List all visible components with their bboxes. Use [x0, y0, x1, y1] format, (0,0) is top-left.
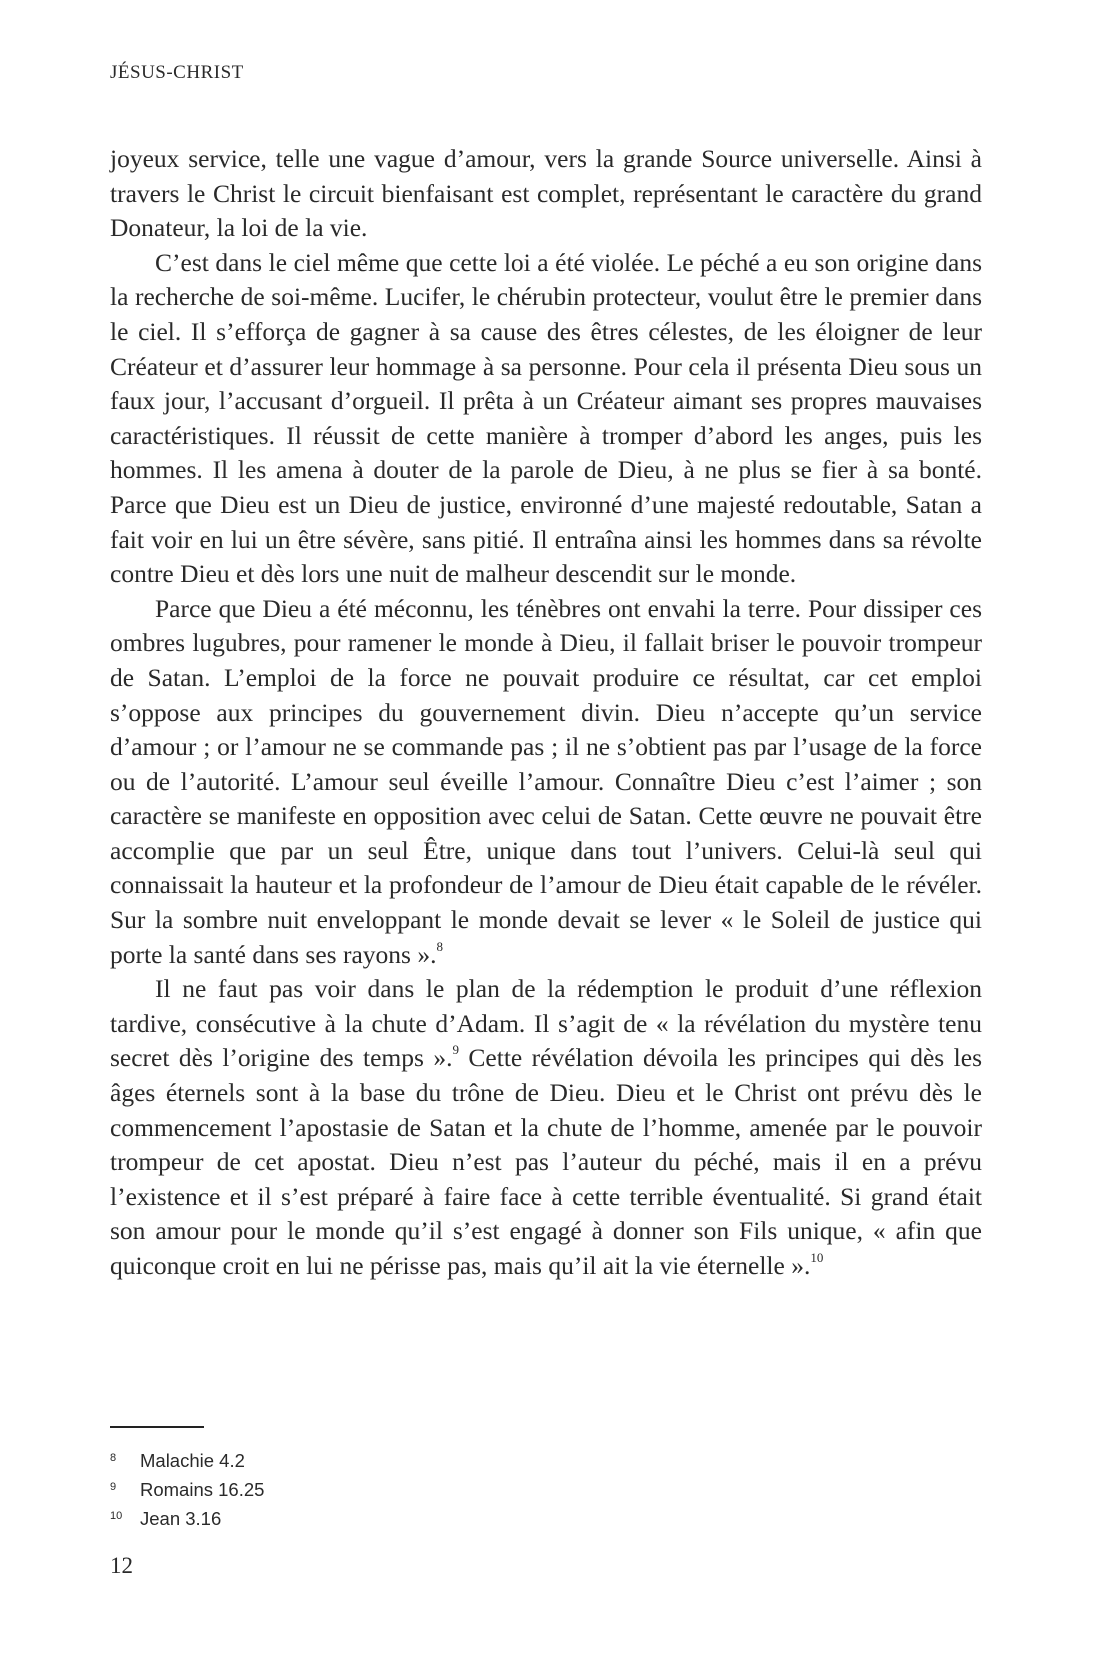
paragraph-3 [110, 592, 982, 973]
footnote-divider [110, 1426, 204, 1428]
footnote-number: 8 [110, 1452, 117, 1464]
footnote-text: Romains 16.25 [140, 1479, 265, 1500]
paragraph-4-text: Il ne faut pas voir dans le plan de la rédemption le produit d’une réflexion tardive, consécutive à la chute d’Adam. Il s’agit de « la révélation du mystère tenu secret dès l’origine des temps ». [110, 974, 982, 1073]
body-text [110, 142, 982, 1284]
footnote-9 [110, 1477, 264, 1506]
paragraph-3-text: Parce que Dieu a été méconnu, les ténèbres ont envahi la terre. Pour dissiper ces ombres lugubres, pour ramener le monde à Dieu, il fallait briser le pouvoir trompeur de Satan. L’emploi de la force ne pouvait produire ce résultat, car cet emploi s’oppose aux principes du gouvernement divin. Dieu n’accepte qu’un service d’amour ; or l’amour ne se commande pas ; il ne s’obtient pas par l’usage de la force ou de l’autorité. L’amour seul éveille l’amour. Connaître Dieu c’est l’aimer ; son caractère se manifeste en opposition avec celui de Satan. Cette œuvre ne pouvait être accomplie que par un seul Être, unique dans tout l’univers. Celui-là seul qui connaissait la hauteur et la profondeur de l’amour de Dieu était capable de le révéler. Sur la sombre nuit enveloppant le monde devait se lever « le Soleil de justice qui porte la santé dans ses rayons ». [110, 593, 982, 969]
paragraph-4-text-continued: Cette révélation dévoila les principes qui dès les âges éternels sont à la base du trône de Dieu. Dieu et le Christ ont prévu dès le commencement l’apostasie de Satan et la chute de l’homme, amenée par le pouvoir trompeur de cet apostat. Dieu n’est pas l’auteur du péché, mais il en a prévu l’existence et il s’est préparé à faire face à cette terrible éventualité. Si grand était son amour pour le monde qu’il s’est engagé à donner son Fils unique, « afin que quiconque croit en lui ne périsse pas, mais qu’il ait la vie éternelle ». [110, 1043, 982, 1280]
footnotes [110, 1448, 264, 1535]
footnote-10 [110, 1506, 264, 1535]
footnote-number: 10 [110, 1510, 123, 1522]
footnote-number: 9 [110, 1481, 117, 1493]
footnote-ref-8[interactable]: 8 [436, 938, 443, 954]
footnote-ref-10[interactable]: 10 [810, 1250, 824, 1265]
paragraph-4 [110, 972, 982, 1283]
paragraph-2-text: C’est dans le ciel même que cette loi a été violée. Le péché a eu son origine dans la recherche de soi-même. Lucifer, le chérubin protecteur, voulut être le premier dans le ciel. Il s’efforça de gagner à sa cause des êtres célestes, de les éloigner de leur Créateur et d’assurer leur hommage à sa personne. Pour cela il présenta Dieu sous un faux jour, l’accusant d’orgueil. Il prêta à un Créateur aimant ses propres mauvaises caractéristiques. Il réussit de cette manière à tromper d’abord les anges, puis les hommes. Il les amena à douter de la parole de Dieu, à ne plus se fier à sa bonté. Parce que Dieu est un Dieu de justice, environné d’une majesté redoutable, Satan a fait voir en lui un être sévère, sans pitié. Il entraîna ainsi les hommes dans sa révolte contre Dieu et dès lors une nuit de malheur descendit sur le monde. [110, 247, 982, 589]
footnote-ref-9[interactable]: 9 [452, 1042, 459, 1058]
paragraph-2 [110, 246, 982, 592]
footnote-text: Jean 3.16 [140, 1508, 222, 1529]
footnote-8 [110, 1448, 264, 1477]
footnote-text: Malachie 4.2 [140, 1450, 245, 1471]
paragraph-1 [110, 142, 982, 246]
running-head: JÉSUS-CHRIST [110, 62, 244, 83]
page-number: 12 [110, 1553, 133, 1578]
paragraph-1-text: joyeux service, telle une vague d’amour, vers la grande Source universelle. Ainsi à travers le Christ le circuit bienfaisant est complet, représentant le caractère du grand Donateur, la loi de la vie. [110, 144, 982, 243]
